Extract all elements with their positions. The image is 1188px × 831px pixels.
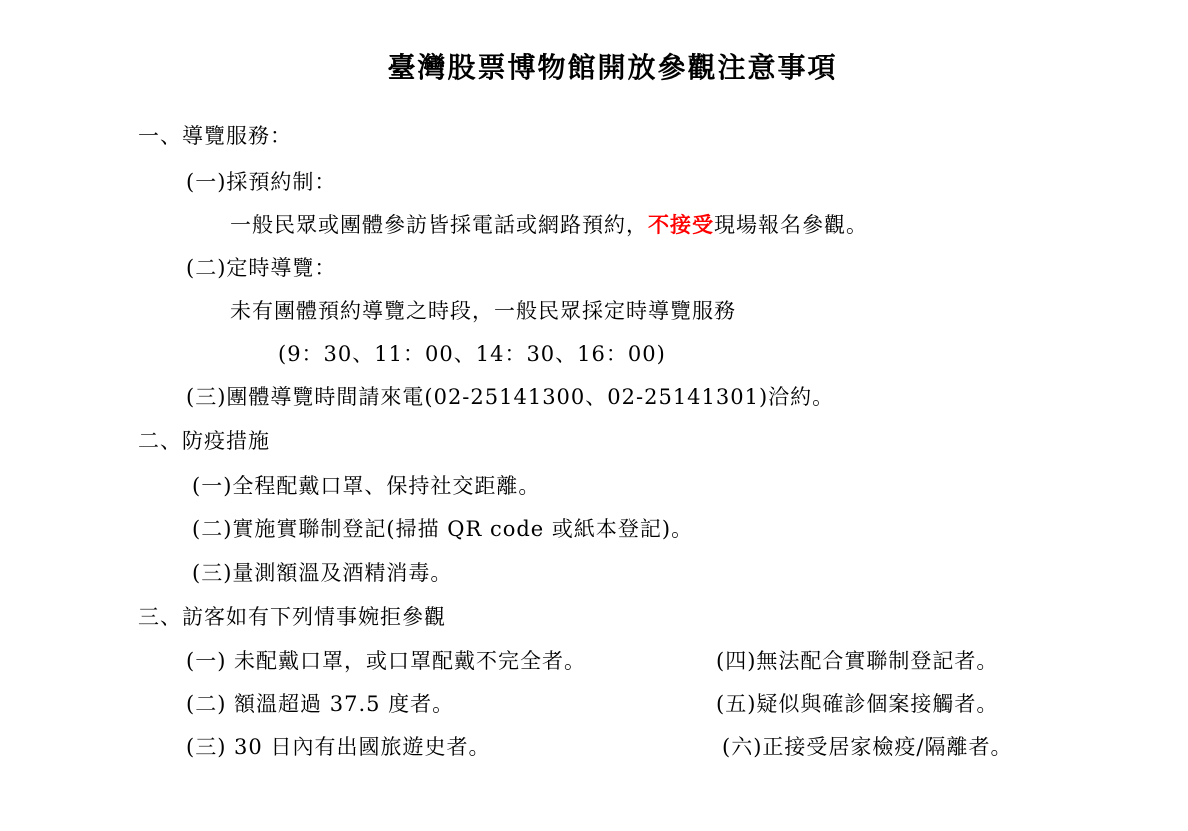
section1-item1-text-highlight: 不接受 (648, 212, 714, 237)
section1-heading: 一、導覽服務： (138, 124, 292, 148)
section3-left-item: (三) 30 日內有出國旅遊史者。 (186, 735, 491, 759)
section1-item2-heading: (二)定時導覽： (186, 256, 337, 280)
section3-right-item: (五)疑似與確診個案接觸者。 (716, 692, 999, 716)
section1-item3-text: (三)團體導覽時間請來電(02-25141300、02-25141301)洽約。 (186, 385, 835, 409)
section2-item: (一)全程配戴口罩、保持社交距離。 (192, 474, 541, 498)
section3-left-item: (一) 未配戴口罩，或口罩配戴不完全者。 (186, 649, 587, 673)
section3-left-item: (二) 額溫超過 37.5 度者。 (186, 692, 455, 716)
page-title: 臺灣股票博物館開放參觀注意事項 (387, 51, 838, 84)
section1-item1-text-after: 現場報名參觀。 (714, 213, 868, 237)
section1-item1-heading: (一)採預約制： (186, 170, 337, 194)
section1-item2-times: (9：30、11：00、14：30、16：00) (278, 342, 666, 366)
section2-item: (二)實施實聯制登記(掃描 QR code 或紙本登記)。 (192, 517, 694, 541)
section1-item1-text (230, 210, 868, 240)
section1-item2-text: 未有團體預約導覽之時段，一般民眾採定時導覽服務 (230, 299, 736, 323)
section3-right-item: (六)正接受居家檢疫/隔離者。 (722, 735, 1013, 759)
section3-heading: 三、訪客如有下列情事婉拒參觀 (138, 605, 446, 629)
section3-right-item: (四)無法配合實聯制登記者。 (716, 649, 999, 673)
section2-item: (三)量測額溫及酒精消毒。 (192, 561, 453, 585)
section2-heading: 二、防疫措施 (138, 429, 270, 453)
section1-item1-text-before: 一般民眾或團體參訪皆採電話或網路預約， (230, 213, 648, 237)
